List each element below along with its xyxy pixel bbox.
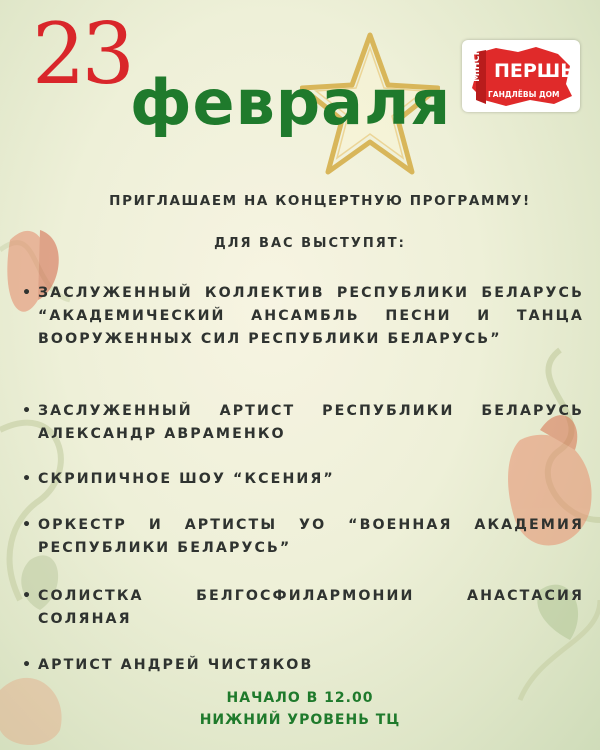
performer-item bbox=[22, 654, 584, 677]
performer-text: ОРКЕСТР И АРТИСТЫ УО “ВОЕННАЯ АКАДЕМИЯ РЕСПУБЛИКИ БЕЛАРУСЬ” bbox=[38, 517, 584, 556]
date-month: февраля bbox=[130, 66, 452, 139]
logo-city: МІНСК bbox=[472, 48, 482, 82]
location: НИЖНИЙ УРОВЕНЬ ТЦ bbox=[199, 712, 401, 728]
performers-heading: ДЛЯ ВАС ВЫСТУПЯТ: bbox=[214, 236, 406, 251]
bullet: • bbox=[22, 403, 34, 419]
logo-name: ПЕРШЫ bbox=[494, 60, 580, 82]
performer-text: ЗАСЛУЖЕННЫЙ КОЛЛЕКТИВ РЕСПУБЛИКИ БЕЛАРУСЬ “АКАДЕМИЧЕСКИЙ АНСАМБЛЬ ПЕСНИ И ТАНЦА ВООРУЖЕННЫХ СИЛ РЕСПУБЛИКИ БЕЛАРУСЬ” bbox=[38, 285, 584, 347]
store-logo bbox=[462, 40, 580, 112]
performer-text: СКРИПИЧНОЕ ШОУ “КСЕНИЯ” bbox=[38, 471, 335, 487]
performer-text: СОЛИСТКА БЕЛГОСФИЛАРМОНИИ АНАСТАСИЯ СОЛЯНАЯ bbox=[38, 588, 584, 627]
bullet: • bbox=[22, 471, 34, 487]
bullet: • bbox=[22, 517, 34, 533]
performer-text: АРТИСТ АНДРЕЙ ЧИСТЯКОВ bbox=[38, 657, 314, 673]
performer-text: ЗАСЛУЖЕННЫЙ АРТИСТ РЕСПУБЛИКИ БЕЛАРУСЬ АЛЕКСАНДР АВРАМЕНКО bbox=[38, 403, 584, 442]
performer-item bbox=[22, 468, 584, 491]
bullet: • bbox=[22, 285, 34, 301]
bullet: • bbox=[22, 657, 34, 673]
invite-heading: ПРИГЛАШАЕМ НА КОНЦЕРТНУЮ ПРОГРАММУ! bbox=[109, 193, 531, 209]
performer-item bbox=[22, 514, 584, 560]
performer-item bbox=[22, 400, 584, 446]
start-time: НАЧАЛО В 12.00 bbox=[226, 690, 374, 706]
performer-item bbox=[22, 585, 584, 631]
logo-subtitle: ГАНДЛЁВЫ ДОМ bbox=[488, 90, 560, 99]
bullet: • bbox=[22, 588, 34, 604]
performer-item bbox=[22, 282, 584, 351]
date-number: 23 bbox=[32, 5, 131, 103]
